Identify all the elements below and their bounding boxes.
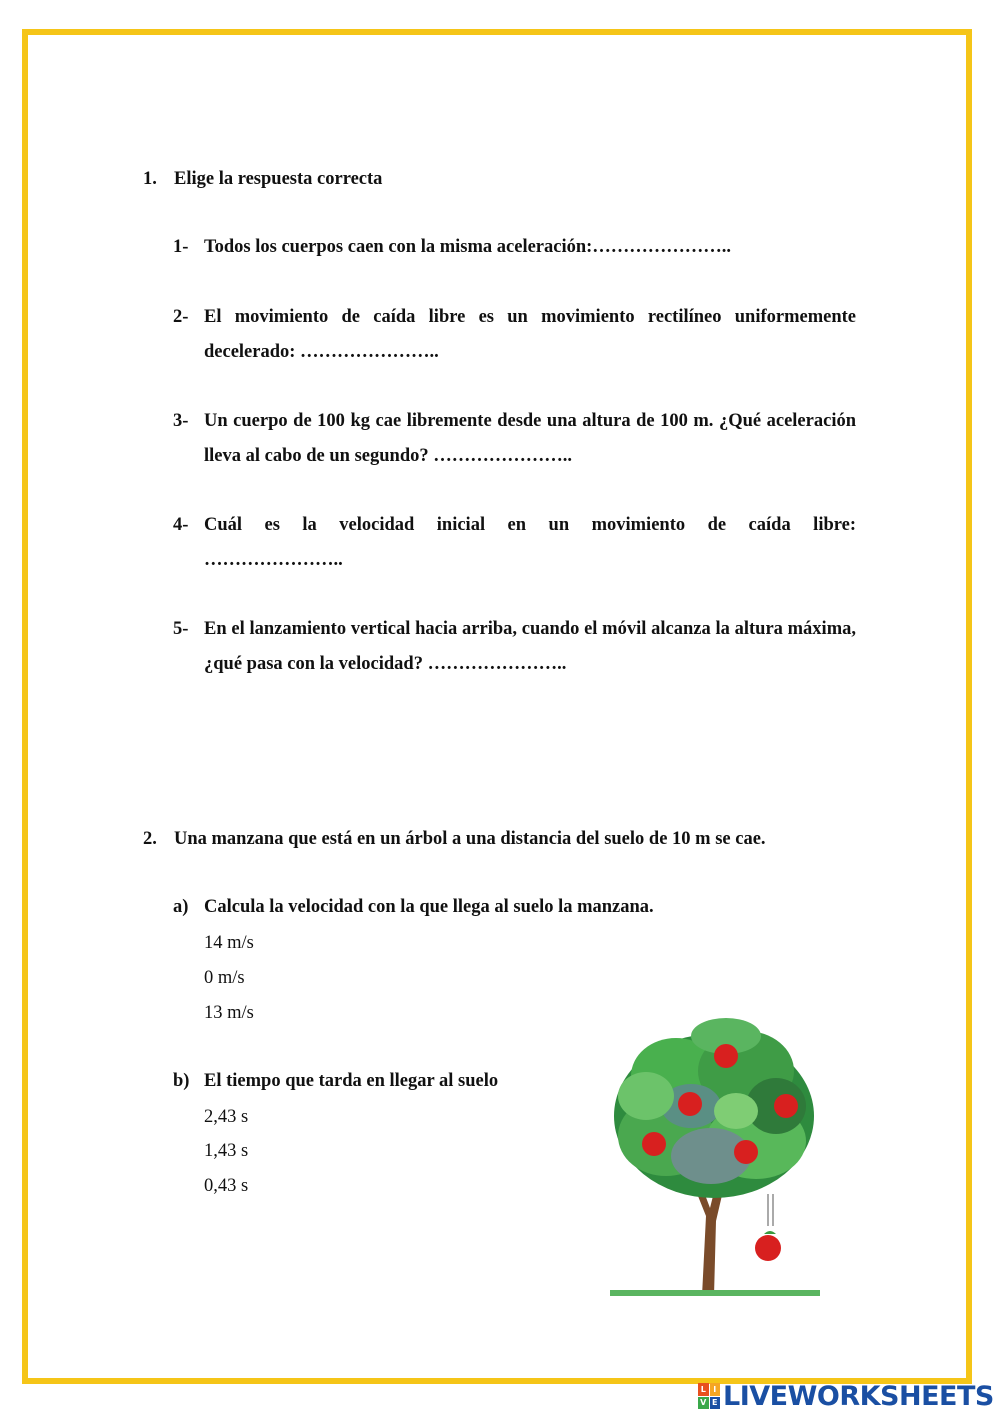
liveworksheets-logo [698,1381,994,1411]
q2a-option-1[interactable]: 14 m/s [204,933,254,953]
q1-item-5-text: En el lanzamiento vertical hacia arriba, cuando el móvil alcanza la altura máxima, ¿qué pasa con la velocidad? ………………….. [204,619,856,674]
question-1-text: Elige la respuesta correcta [174,169,383,189]
question-1-number: 1. [143,169,157,189]
falling-apple [755,1194,781,1261]
q2-part-b [173,1064,573,1099]
logo-mark-i: I [710,1383,721,1396]
q1-item-3-number: 3- [173,411,189,431]
q2b-option-2[interactable]: 1,43 s [204,1141,249,1161]
q1-item-4-text: Cuál es la velocidad inicial en un movimiento de caída libre: ………………….. [204,515,856,570]
logo-mark-l: L [698,1383,709,1396]
q1-item-3 [173,404,856,474]
q1-item-3-text: Un cuerpo de 100 kg cae libremente desde una altura de 100 m. ¿Qué aceleración lleva al cabo de un segundo? ………………….. [204,411,856,466]
apple-tree-illustration [606,1016,824,1300]
ground [610,1290,820,1296]
question-2-number: 2. [143,829,157,849]
q1-item-2 [173,300,856,370]
q2-part-b-label: b) [173,1071,190,1091]
logo-mark-icon [698,1383,720,1409]
q1-item-2-number: 2- [173,307,189,327]
q2b-option-1[interactable]: 2,43 s [204,1107,249,1127]
q1-item-1 [173,230,856,265]
logo-mark-e: E [710,1397,721,1410]
q1-item-1-number: 1- [173,237,189,257]
q2b-option-3[interactable]: 0,43 s [204,1176,249,1196]
q1-item-5-number: 5- [173,619,189,639]
question-2-title [143,829,766,850]
question-1-title [143,169,382,190]
q1-item-2-text: El movimiento de caída libre es un movimiento rectilíneo uniformemente decelerado: ………………….. [204,307,856,362]
q2a-option-2[interactable]: 0 m/s [204,968,245,988]
q2-part-a-text: Calcula la velocidad con la que llega al suelo la manzana. [204,897,654,917]
q1-item-5 [173,612,856,682]
q1-item-4 [173,508,856,578]
logo-mark-v: V [698,1397,709,1410]
q2-part-a [173,890,856,925]
logo-text: LIVEWORKSHEETS [723,1380,994,1412]
q2-part-a-label: a) [173,897,189,917]
q2a-option-3[interactable]: 13 m/s [204,1003,254,1023]
q1-item-1-text: Todos los cuerpos caen con la misma aceleración:………………….. [204,237,732,257]
question-2-text: Una manzana que está en un árbol a una distancia del suelo de 10 m se cae. [174,829,766,849]
q1-item-4-number: 4- [173,515,189,535]
q2-part-b-text: El tiempo que tarda en llegar al suelo [204,1071,499,1091]
